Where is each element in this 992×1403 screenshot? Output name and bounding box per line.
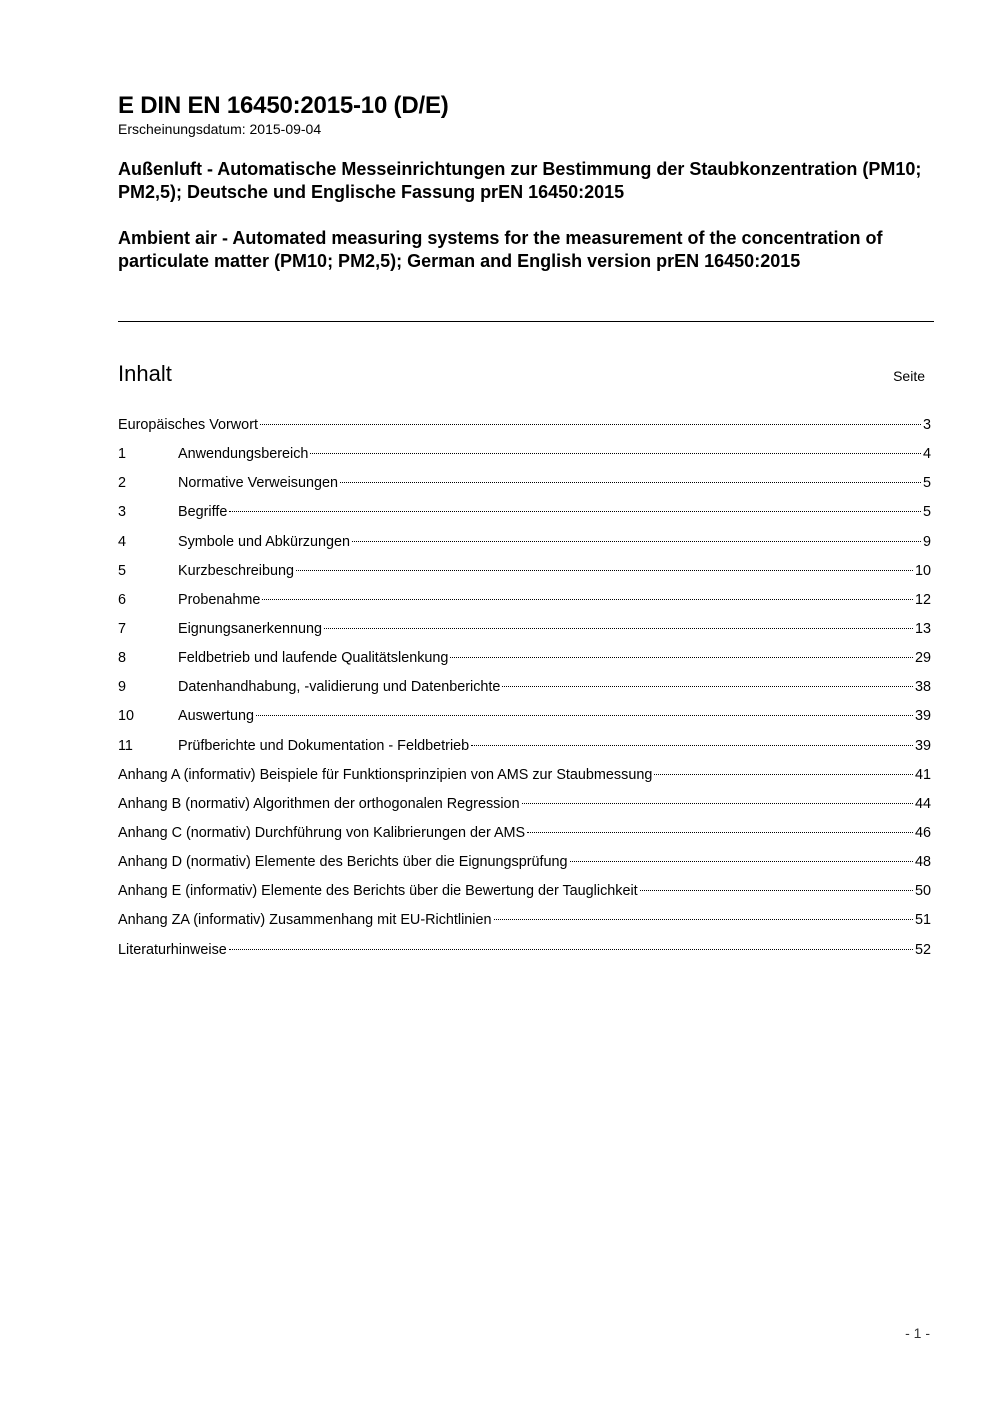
toc-entry-page: 10 bbox=[914, 562, 931, 579]
toc-entry-title: Normative Verweisungen bbox=[178, 475, 338, 492]
toc-entry-title: Anwendungsbereich bbox=[178, 446, 309, 463]
toc-entry-page: 4 bbox=[922, 446, 931, 463]
toc-entry-page: 13 bbox=[914, 620, 931, 637]
toc-entry[interactable] bbox=[118, 707, 931, 736]
toc-entry-page: 12 bbox=[914, 591, 931, 608]
toc-dot-leader bbox=[502, 686, 913, 687]
toc-dot-leader bbox=[570, 861, 913, 862]
toc-entry-number: 9 bbox=[118, 679, 127, 696]
toc-entry-page: 38 bbox=[914, 679, 931, 696]
toc-entry-page: 3 bbox=[922, 417, 931, 433]
toc-dot-leader bbox=[522, 803, 913, 804]
toc-entry-title: Symbole und Abkürzungen bbox=[178, 533, 351, 550]
toc-entry-page: 29 bbox=[914, 650, 931, 667]
toc-entry-page: 39 bbox=[914, 737, 931, 754]
title-german: Außenluft - Automatische Messeinrichtungen zur Bestimmung der Staubkonzentration (PM10; PM2,5); Deutsche und Englische Fassung prEN 16450:2015 bbox=[118, 159, 922, 202]
toc-entry-title: Feldbetrieb und laufende Qualitätslenkung bbox=[178, 650, 449, 667]
title-english: Ambient air - Automated measuring systems for the measurement of the concentration of particulate matter (PM10; PM2,5); German and English version prEN 16450:2015 bbox=[118, 228, 883, 271]
toc-entry-number: 3 bbox=[118, 504, 127, 521]
toc-entry-title: Kurzbeschreibung bbox=[178, 562, 294, 579]
toc-entry[interactable] bbox=[118, 882, 931, 911]
toc-entry[interactable] bbox=[118, 678, 931, 707]
toc-entry-number: 2 bbox=[118, 475, 127, 492]
toc-entry-page: 5 bbox=[922, 475, 931, 492]
toc-entry-number: 5 bbox=[118, 562, 127, 579]
toc-dot-leader bbox=[471, 745, 913, 746]
toc-entry[interactable] bbox=[118, 503, 931, 532]
toc-dot-leader bbox=[450, 657, 913, 658]
toc-dot-leader bbox=[352, 541, 921, 542]
toc-dot-leader bbox=[340, 482, 921, 483]
toc-entry-page: 50 bbox=[914, 883, 931, 900]
toc-entry-title: Eignungsanerkennung bbox=[178, 620, 323, 637]
toc-entry-page: 46 bbox=[914, 824, 931, 841]
toc-entry-title: Anhang B (normativ) Algorithmen der orthogonalen Regression bbox=[118, 795, 520, 812]
toc-dot-leader bbox=[640, 890, 913, 891]
toc-entry[interactable] bbox=[118, 766, 931, 795]
toc-entry[interactable] bbox=[118, 591, 931, 620]
toc-entry[interactable] bbox=[118, 824, 931, 853]
toc-entry-page: 48 bbox=[914, 854, 931, 871]
page-number: - 1 - bbox=[905, 1325, 930, 1341]
toc-entry-title: Probenahme bbox=[178, 591, 261, 608]
toc-entry-title: Datenhandhabung, -validierung und Datenberichte bbox=[178, 679, 501, 696]
toc-entry-title: Anhang ZA (informativ) Zusammenhang mit EU-Richtlinien bbox=[118, 912, 492, 929]
toc-dot-leader bbox=[296, 570, 913, 571]
document-header bbox=[118, 92, 934, 273]
toc-entry[interactable] bbox=[118, 445, 931, 474]
toc-entry-page: 52 bbox=[914, 941, 931, 958]
toc-entry-title: Anhang C (normativ) Durchführung von Kalibrierungen der AMS bbox=[118, 824, 526, 841]
toc-entry[interactable] bbox=[118, 941, 931, 970]
toc-entry[interactable] bbox=[118, 795, 931, 824]
toc-entry-title: Begriffe bbox=[178, 504, 228, 521]
toc-entry[interactable] bbox=[118, 737, 931, 766]
document-title: E DIN EN 16450:2015-10 (D/E) bbox=[118, 92, 449, 119]
toc-entry-page: 51 bbox=[914, 912, 931, 929]
toc-entry-page: 9 bbox=[922, 533, 931, 550]
toc-dot-leader bbox=[262, 599, 913, 600]
toc-entry[interactable] bbox=[118, 474, 931, 503]
toc-page-column-label: Seite bbox=[893, 368, 925, 384]
toc-entry-page: 39 bbox=[914, 708, 931, 725]
toc-entry-title: Prüfberichte und Dokumentation - Feldbetrieb bbox=[178, 737, 470, 754]
toc-dot-leader bbox=[256, 715, 913, 716]
toc-entry-number: 4 bbox=[118, 533, 127, 550]
toc-entry[interactable] bbox=[118, 562, 931, 591]
toc-entry-number: 1 bbox=[118, 446, 127, 463]
header-divider bbox=[118, 321, 934, 322]
toc-dot-leader bbox=[229, 511, 921, 512]
toc-dot-leader bbox=[527, 832, 913, 833]
toc-dot-leader bbox=[310, 453, 921, 454]
toc-heading: Inhalt bbox=[118, 361, 172, 386]
toc-entry[interactable] bbox=[118, 911, 931, 940]
toc-entry-number: 7 bbox=[118, 620, 127, 637]
toc-entry-title: Literaturhinweise bbox=[118, 941, 227, 958]
toc-entry-page: 5 bbox=[922, 504, 931, 521]
toc-entry-number: 11 bbox=[118, 737, 133, 754]
table-of-contents bbox=[118, 416, 931, 970]
toc-entry-number: 6 bbox=[118, 591, 127, 608]
toc-entry-title: Anhang A (informativ) Beispiele für Funktionsprinzipien von AMS zur Staubmessung bbox=[118, 766, 653, 783]
toc-dot-leader bbox=[260, 424, 921, 425]
toc-entry[interactable] bbox=[118, 620, 931, 649]
toc-dot-leader bbox=[229, 949, 913, 950]
toc-entry[interactable] bbox=[118, 649, 931, 678]
toc-entry[interactable] bbox=[118, 416, 931, 445]
toc-dot-leader bbox=[654, 774, 913, 775]
toc-entry-title: Anhang D (normativ) Elemente des Berichts über die Eignungsprüfung bbox=[118, 854, 568, 871]
toc-entry-title: Europäisches Vorwort bbox=[118, 417, 258, 433]
toc-entry-number: 8 bbox=[118, 650, 127, 667]
toc-dot-leader bbox=[324, 628, 913, 629]
toc-entry[interactable] bbox=[118, 853, 931, 882]
toc-entry-number: 10 bbox=[118, 708, 135, 725]
toc-dot-leader bbox=[494, 919, 913, 920]
publication-date: Erscheinungsdatum: 2015-09-04 bbox=[118, 121, 322, 137]
toc-entry-title: Auswertung bbox=[178, 708, 254, 725]
toc-entry[interactable] bbox=[118, 533, 931, 562]
toc-entry-page: 41 bbox=[914, 766, 931, 783]
toc-entry-page: 44 bbox=[914, 795, 931, 812]
toc-entry-title: Anhang E (informativ) Elemente des Berichts über die Bewertung der Tauglichkeit bbox=[118, 883, 638, 900]
